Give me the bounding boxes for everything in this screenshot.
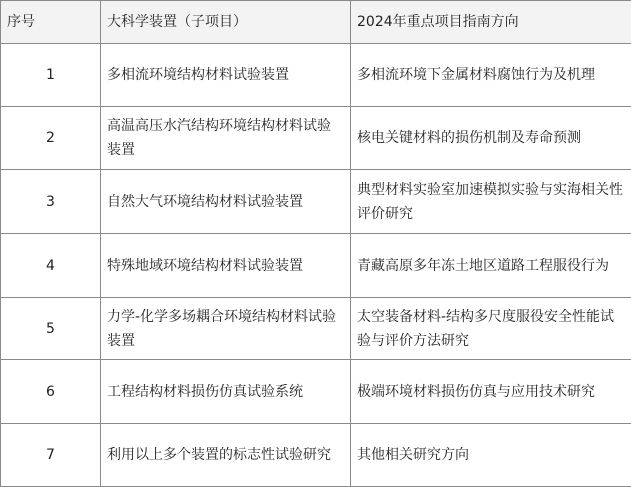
- table-row: [1, 107, 631, 170]
- table-row: [1, 170, 631, 234]
- table-header-row: [1, 1, 631, 44]
- table-row: [1, 234, 631, 298]
- header-direction: 2024年重点项目指南方向: [351, 1, 631, 44]
- cell-device: 多相流环境结构材料试验装置: [101, 44, 351, 107]
- cell-device: 高温高压水汽结构环境结构材料试验装置: [101, 107, 351, 170]
- table-row: [1, 298, 631, 360]
- cell-serial-number: 6: [1, 360, 101, 424]
- cell-serial-number: 3: [1, 170, 101, 234]
- cell-device: 特殊地域环境结构材料试验装置: [101, 234, 351, 298]
- cell-serial-number: 4: [1, 234, 101, 298]
- cell-device: 工程结构材料损伤仿真试验系统: [101, 360, 351, 424]
- cell-device: 利用以上多个装置的标志性试验研究: [101, 424, 351, 487]
- table-row: [1, 44, 631, 107]
- cell-device: 力学-化学多场耦合环境结构材料试验装置: [101, 298, 351, 360]
- cell-serial-number: 2: [1, 107, 101, 170]
- cell-direction: 多相流环境下金属材料腐蚀行为及机理: [351, 44, 631, 107]
- header-device: 大科学装置（子项目）: [101, 1, 351, 44]
- cell-serial-number: 1: [1, 44, 101, 107]
- cell-direction: 其他相关研究方向: [351, 424, 631, 487]
- table-row: [1, 360, 631, 424]
- table-row: [1, 424, 631, 487]
- cell-direction: 极端环境材料损伤仿真与应用技术研究: [351, 360, 631, 424]
- cell-direction: 核电关键材料的损伤机制及寿命预测: [351, 107, 631, 170]
- cell-device: 自然大气环境结构材料试验装置: [101, 170, 351, 234]
- cell-direction: 典型材料实验室加速模拟实验与实海相关性评价研究: [351, 170, 631, 234]
- cell-serial-number: 5: [1, 298, 101, 360]
- header-serial-number: 序号: [1, 1, 101, 44]
- cell-direction: 太空装备材料-结构多尺度服役安全性能试验与评价方法研究: [351, 298, 631, 360]
- cell-direction: 青藏高原多年冻土地区道路工程服役行为: [351, 234, 631, 298]
- cell-serial-number: 7: [1, 424, 101, 487]
